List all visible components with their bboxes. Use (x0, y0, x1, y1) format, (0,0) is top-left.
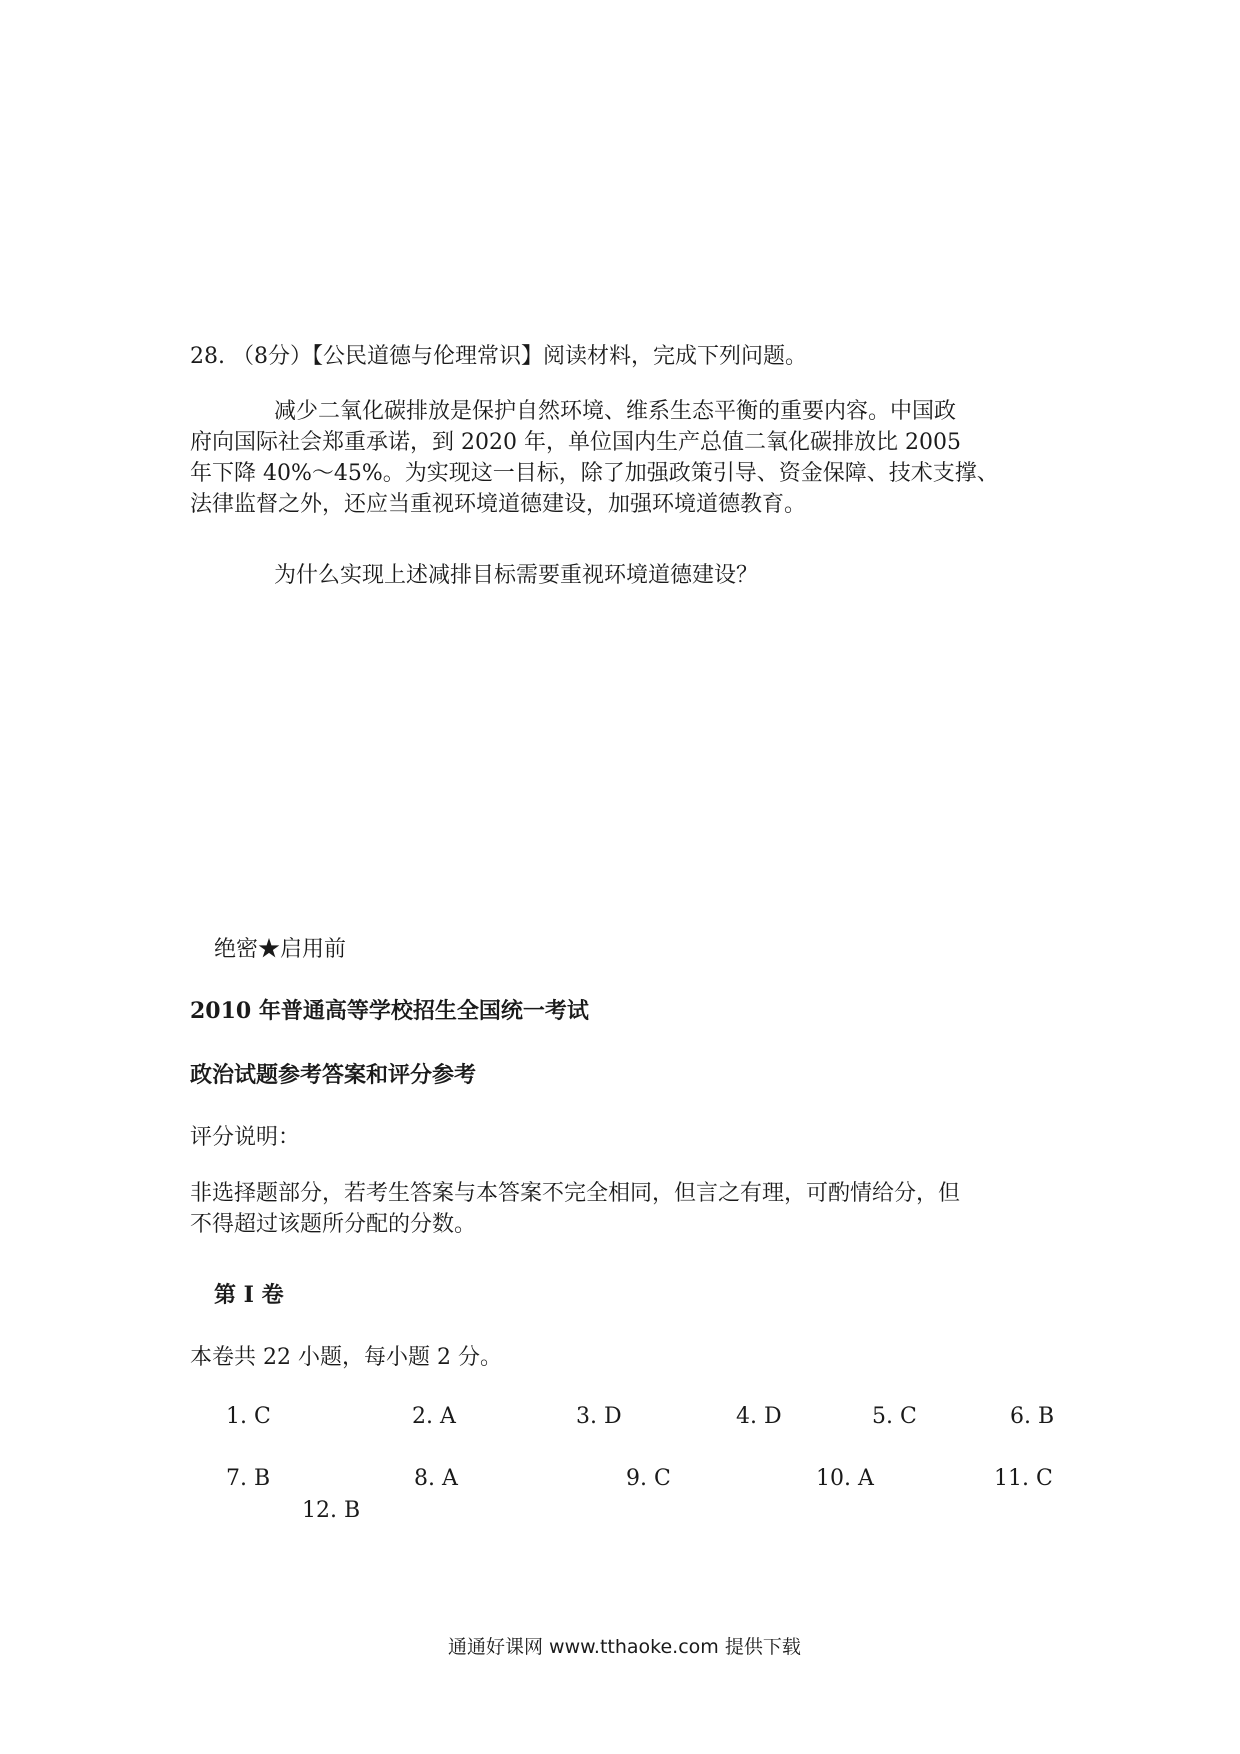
answer-item: 5. C (872, 1404, 917, 1429)
answer-item: 1. C (226, 1404, 271, 1429)
material-line-3: 年下降 40%～45%。为实现这一目标，除了加强政策引导、资金保障、技术支撑、 (190, 461, 999, 486)
answer-item: 3. D (576, 1404, 622, 1429)
answer-item: 11. C (994, 1466, 1053, 1491)
question-28-title: 28. （8分）【公民道德与伦理常识】阅读材料，完成下列问题。 (190, 344, 807, 369)
scoring-note (190, 1178, 1070, 1240)
answer-item: 7. B (226, 1466, 271, 1491)
secret-mark: 绝密★启用前 (214, 937, 347, 962)
question-28-material (190, 396, 1070, 520)
material-line-1: 减少二氧化碳排放是保护自然环境、维系生态平衡的重要内容。中国政 (274, 399, 957, 424)
answer-item: 12. B (302, 1498, 361, 1523)
answer-item: 9. C (626, 1466, 671, 1491)
material-line-4: 法律监督之外，还应当重视环境道德建设，加强环境道德教育。 (190, 492, 807, 517)
footer-credit: 通通好课网 www.tthaoke.com 提供下载 (448, 1636, 801, 1658)
scoring-note-line-1: 非选择题部分，若考生答案与本答案不完全相同，但言之有理，可酌情给分，但 (190, 1181, 961, 1206)
answer-item: 4. D (736, 1404, 782, 1429)
answer-key-heading-1: 2010 年普通高等学校招生全国统一考试 (190, 998, 589, 1024)
answer-item: 8. A (414, 1466, 458, 1491)
material-line-2: 府向国际社会郑重承诺，到 2020 年，单位国内生产总值二氧化碳排放比 2005 (190, 430, 961, 455)
section-description: 本卷共 22 小题，每小题 2 分。 (190, 1345, 502, 1370)
scoring-note-line-2: 不得超过该题所分配的分数。 (190, 1212, 477, 1237)
answer-item: 6. B (1010, 1404, 1055, 1429)
answer-item: 10. A (816, 1466, 874, 1491)
section-title: 第 I 卷 (214, 1282, 284, 1308)
question-28-prompt: 为什么实现上述减排目标需要重视环境道德建设？ (274, 563, 759, 588)
scoring-label: 评分说明： (190, 1125, 301, 1150)
answer-item: 2. A (412, 1404, 456, 1429)
answer-key-heading-2: 政治试题参考答案和评分参考 (190, 1062, 477, 1088)
